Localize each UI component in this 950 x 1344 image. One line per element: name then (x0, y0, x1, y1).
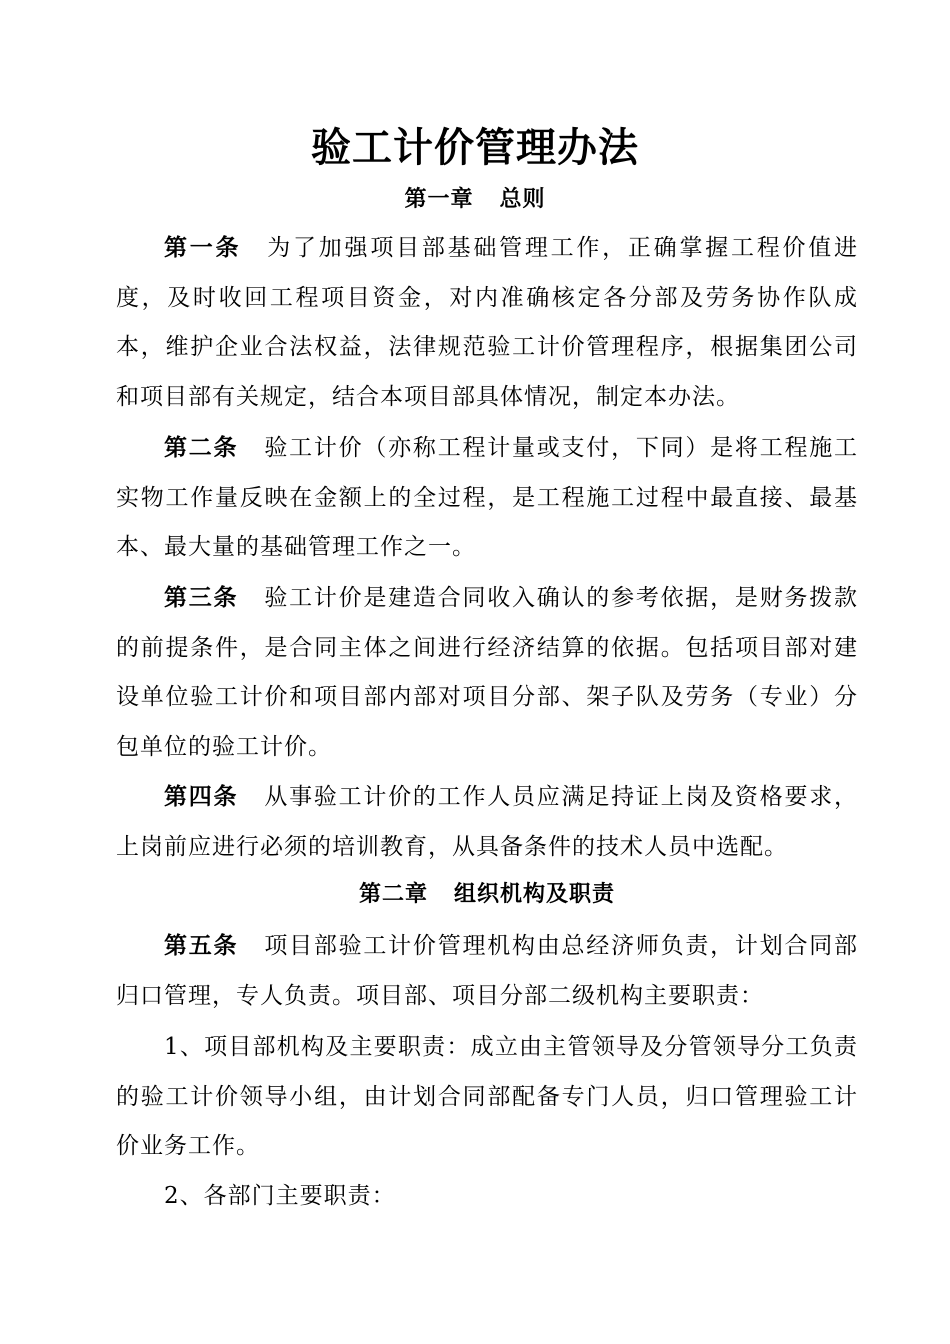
list-item-2: 2、各部门主要职责： (164, 1183, 396, 1209)
article-5-label: 第五条 (164, 933, 239, 959)
document-title: 验工计价管理办法 (311, 125, 639, 171)
article-2-text: 验工计价（亦称工程计量或支付，下同）是将工程施工实物工作量反映在金额上的全过程，是工程施工过程中最直接、最基本、最大量的基础管理工作之一。 (116, 435, 859, 560)
chapter-1-name: 总则 (499, 187, 546, 212)
article-5-text: 项目部验工计价管理机构由总经济师负责，计划合同部归口管理，专人负责。项目部、项目分部二级机构主要职责： (116, 933, 859, 1009)
chapter-1-heading (0, 180, 950, 220)
article-1 (116, 224, 858, 422)
article-3-text: 验工计价是建造合同收入确认的参考依据，是财务拨款的前提条件，是合同主体之间进行经济结算的依据。包括项目部对建设单位验工计价和项目部内部对项目分部、架子队及劳务（专业）分包单位的验工计价。 (116, 585, 859, 760)
chapter-2-label: 第二章 (358, 882, 428, 907)
article-2-label: 第二条 (164, 435, 239, 461)
article-1-text: 为了加强项目部基础管理工作，正确掌握工程价值进度，及时收回工程项目资金，对内准确核定各分部及劳务协作队成本，维护企业合法权益，法律规范验工计价管理程序，根据集团公司和项目部有关规定，结合本项目部具体情况，制定本办法。 (116, 235, 859, 410)
chapter-2-heading (12, 875, 950, 915)
chapter-2-name: 组织机构及职责 (454, 882, 616, 907)
article-5 (116, 922, 858, 1021)
article-1-label: 第一条 (164, 235, 242, 261)
article-4 (116, 773, 858, 872)
article-3-label: 第三条 (164, 585, 239, 611)
article-2 (116, 424, 858, 573)
article-3 (116, 574, 858, 772)
article-4-text: 从事验工计价的工作人员应满足持证上岗及资格要求，上岗前应进行必须的培训教育，从具备条件的技术人员中选配。 (116, 784, 859, 860)
chapter-1-label: 第一章 (404, 187, 474, 212)
article-4-label: 第四条 (164, 784, 239, 810)
list-item-1: 1、项目部机构及主要职责：成立由主管领导及分管领导分工负责的验工计价领导小组，由计划合同部配备专门人员，归口管理验工计价业务工作。 (116, 1034, 858, 1159)
